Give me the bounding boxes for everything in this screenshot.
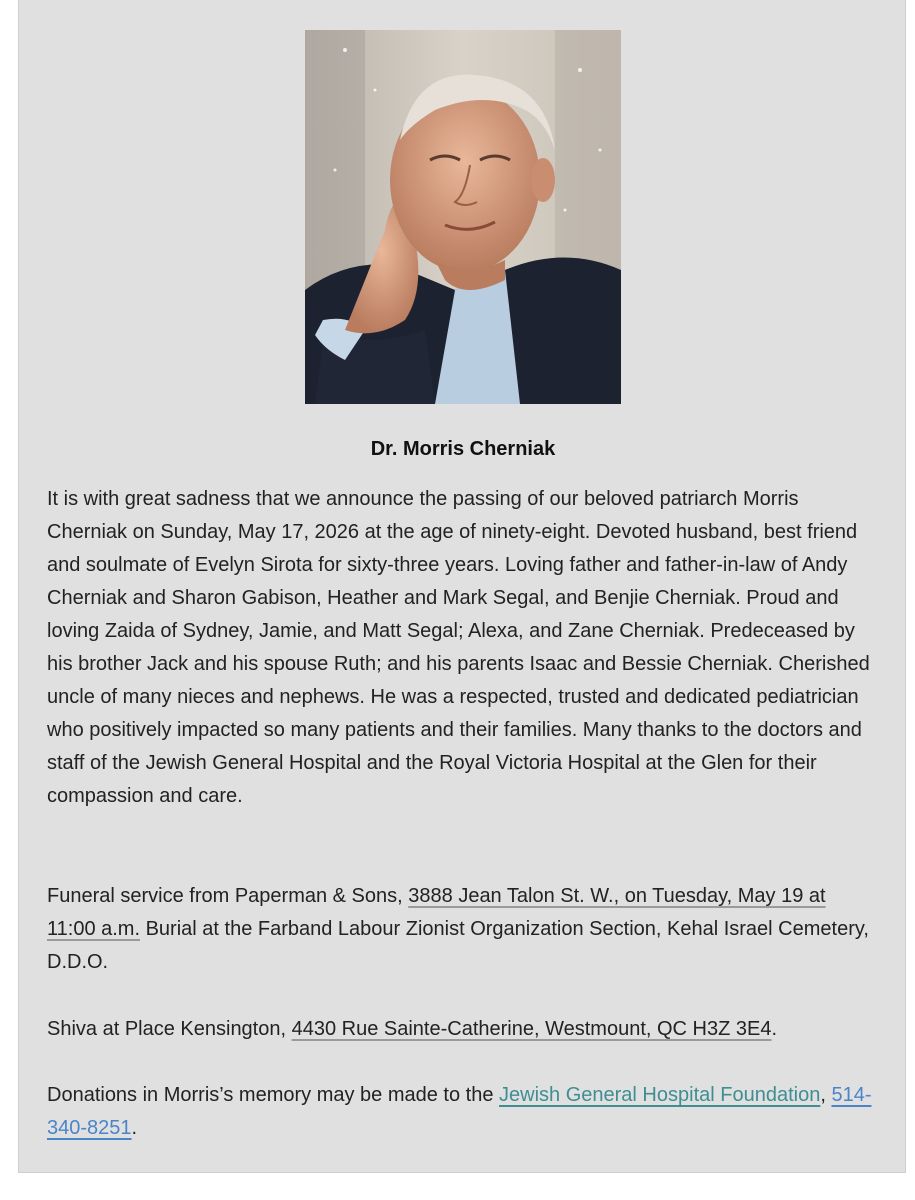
- portrait-illustration: [305, 30, 621, 404]
- shiva-paragraph: [47, 1013, 877, 1046]
- donations-separator: ,: [820, 1084, 832, 1106]
- funeral-paragraph: [47, 880, 877, 979]
- phone-link[interactable]: 514-340-8251: [47, 1084, 872, 1139]
- shiva-suffix: .: [771, 1018, 778, 1040]
- obituary-paragraph: It is with great sadness that we announce the passing of our beloved patriarch Morris Cherniak on Sunday, May 17, 2026 at the age of ninety-eight. Devoted husband, best friend and soulmate of Evelyn Sirota for sixty-three years. Loving father and father-in-law of Andy Cherniak and Sharon Gabison, Heather and Mark Segal, and Benjie Cherniak. Proud and loving Zaida of Sydney, Jamie, and Matt Segal; Alexa, and Zane Cherniak. Predeceased by his brother Jack and his spouse Ruth; and his parents Isaac and Bessie Cherniak. Cherished uncle of many nieces and nephews. He was a respected, trusted and dedicated pediatrician who positively impacted so many patients and their families. Many thanks to the doctors and staff of the Jewish General Hospital and the Royal Victoria Hospital at the Glen for their compassion and care.: [47, 488, 870, 807]
- obituary-card: [18, 0, 906, 1173]
- foundation-link[interactable]: Jewish General Hospital Foundation: [499, 1084, 821, 1106]
- funeral-prefix: Funeral service from Paperman & Sons,: [47, 885, 409, 907]
- donations-paragraph: [47, 1079, 877, 1145]
- shiva-prefix: Shiva at Place Kensington,: [47, 1018, 292, 1040]
- donations-suffix: .: [131, 1117, 138, 1139]
- portrait-photo: [305, 30, 621, 404]
- deceased-name: Dr. Morris Cherniak: [370, 438, 556, 460]
- funeral-suffix: Burial at the Farband Labour Zionist Organization Section, Kehal Israel Cemetery, D.D.O.: [47, 918, 869, 973]
- funeral-address-link[interactable]: 3888 Jean Talon St. W., on Tuesday, May 19 at 11:00 a.m.: [47, 885, 826, 940]
- shiva-address-link[interactable]: 4430 Rue Sainte-Catherine, Westmount, QC H3Z 3E4: [291, 1018, 772, 1040]
- donations-prefix: Donations in Morris’s memory may be made to the: [47, 1084, 500, 1106]
